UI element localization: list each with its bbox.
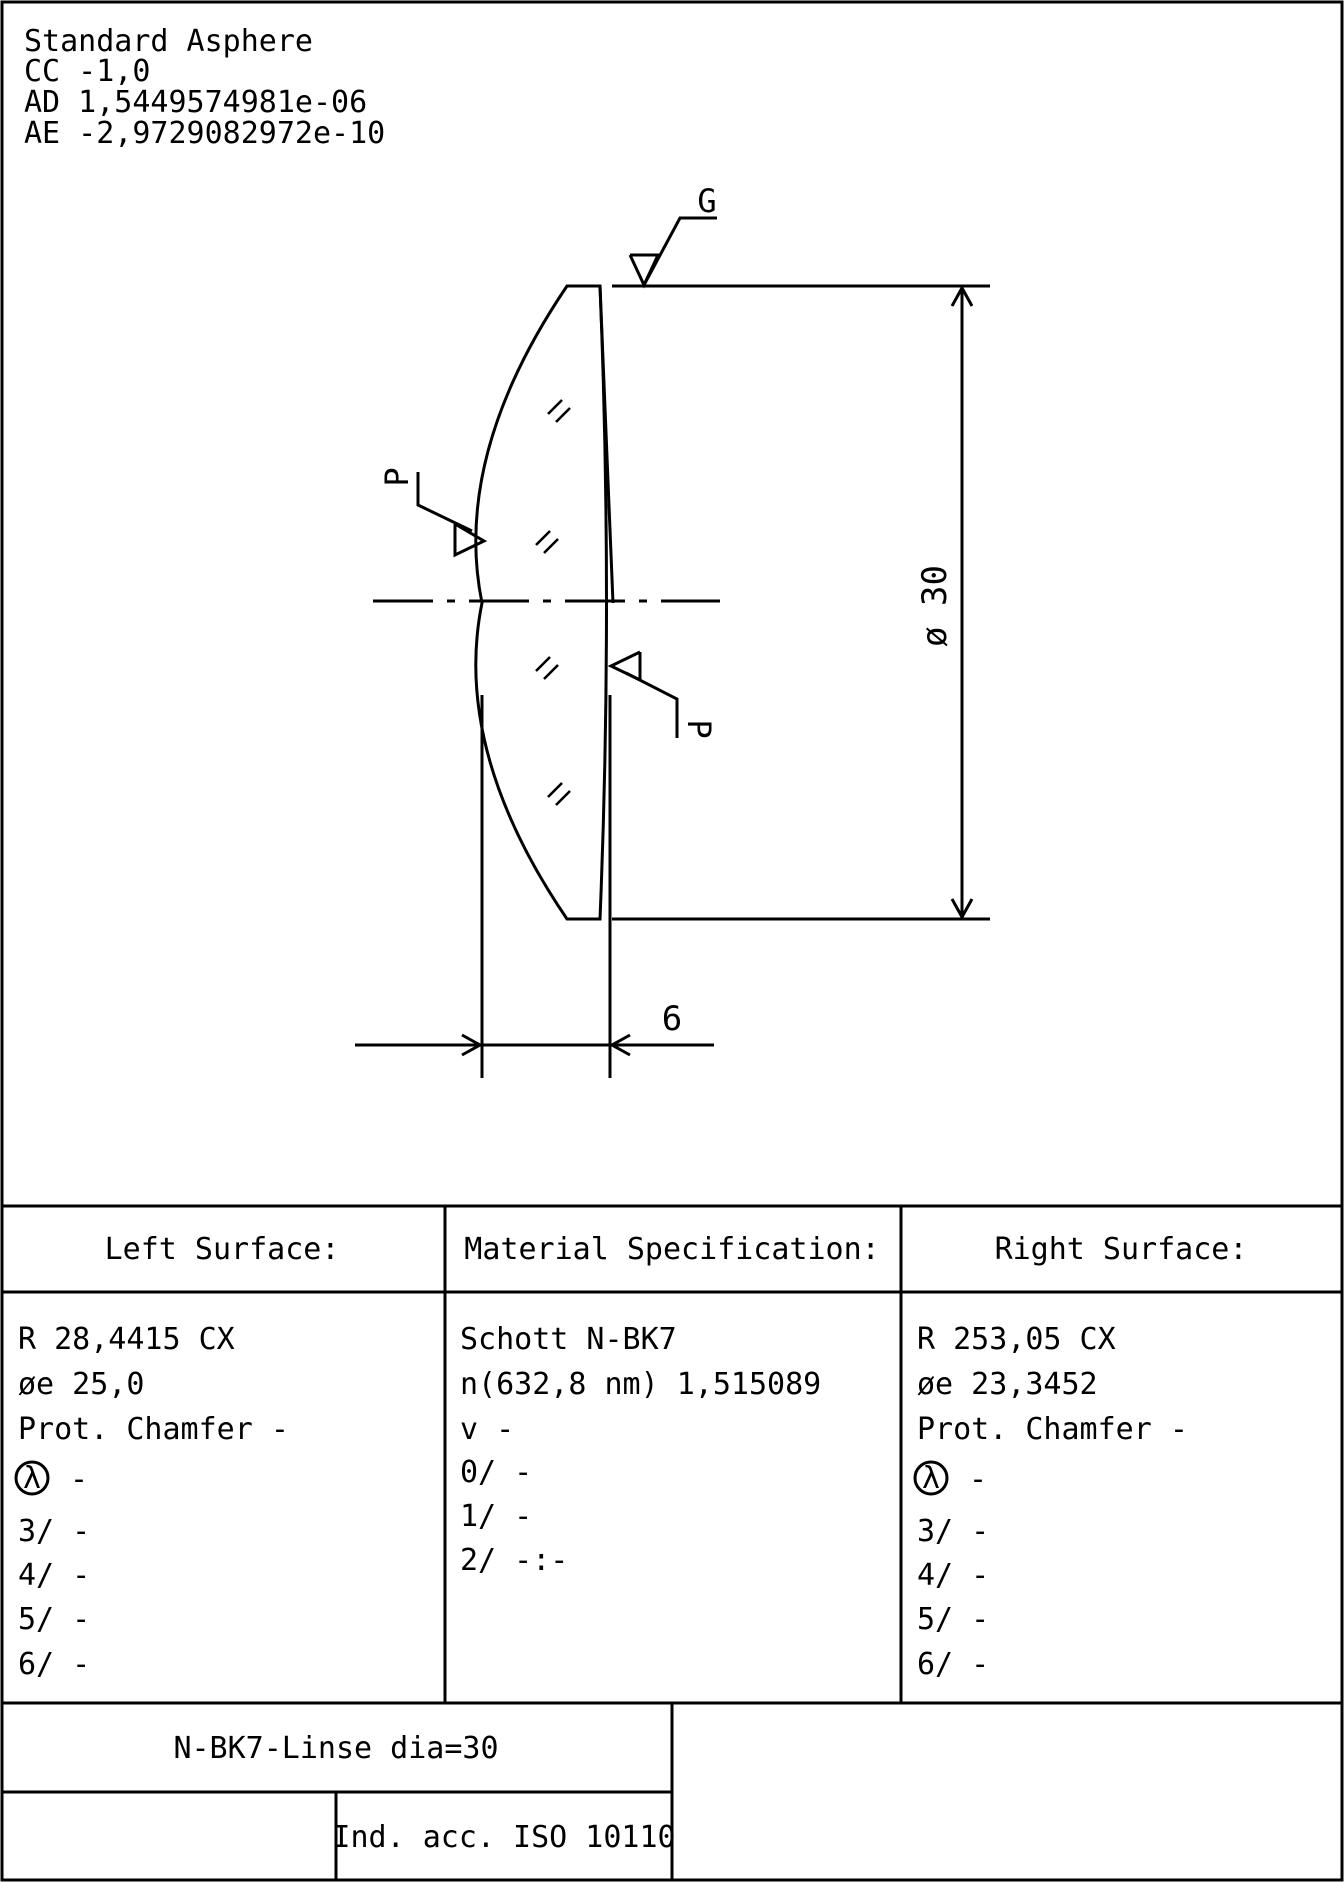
left-lambda-symbol: λ (22, 1461, 42, 1496)
left-clear-diameter: øe 25,0 (18, 1367, 145, 1402)
right-radius: R 253,05 CX (917, 1322, 1116, 1357)
left-surface-column (16, 1322, 289, 1682)
left-prot-chamfer: Prot. Chamfer - (18, 1412, 289, 1447)
right-laser-damage: 6/ - (917, 1647, 990, 1682)
material-name: Schott N-BK7 (460, 1322, 677, 1357)
part-name: N-BK7-Linse dia=30 (173, 1731, 499, 1766)
thickness-label: 6 (661, 999, 683, 1039)
symbol-p-left-label: P (378, 467, 416, 487)
spec-table-grid (2, 1206, 1342, 1703)
iso-standard-note: Ind. acc. ISO 10110 (332, 1820, 676, 1855)
left-radius: R 28,4415 CX (18, 1322, 235, 1357)
left-surface-form-tolerance: 3/ - (18, 1514, 91, 1549)
material-column (460, 1322, 821, 1578)
right-wavelength-value: - (969, 1462, 988, 1497)
symbol-g-label: G (697, 182, 717, 220)
surface-symbol-g (630, 182, 717, 285)
material-abbe-number: v - (460, 1412, 515, 1447)
conic-constant: CC -1,0 (24, 54, 151, 89)
symbol-p-right-label: P (680, 719, 718, 739)
material-refractive-index: n(632,8 nm) 1,515089 (460, 1367, 822, 1402)
right-surface-form-tolerance: 3/ - (917, 1514, 990, 1549)
right-clear-diameter: øe 23,3452 (917, 1367, 1098, 1402)
asphere-coefficient-ae: AE -2,9729082972e-10 (24, 116, 386, 151)
right-surface-imperfection: 5/ - (917, 1602, 990, 1637)
right-surface-heading: Right Surface: (994, 1232, 1248, 1267)
title-block (2, 1703, 676, 1880)
sheet-border (2, 2, 1342, 1880)
material-bubbles-inclusions: 1/ - (460, 1499, 533, 1534)
left-centering-tolerance: 4/ - (18, 1558, 91, 1593)
left-wavelength-value: - (70, 1462, 89, 1497)
right-surface-column (915, 1322, 1188, 1682)
material-homogeneity-striae: 2/ -:- (460, 1543, 569, 1578)
thickness-dimension (355, 695, 714, 1078)
material-spec-heading: Material Specification: (464, 1232, 880, 1267)
left-laser-damage: 6/ - (18, 1647, 91, 1682)
right-prot-chamfer: Prot. Chamfer - (917, 1412, 1188, 1447)
material-stress-birefringence: 0/ - (460, 1455, 533, 1490)
glass-hatch-marks (536, 400, 570, 805)
right-centering-tolerance: 4/ - (917, 1558, 990, 1593)
surface-symbol-p-right (611, 652, 718, 739)
surface-symbol-p-left (378, 467, 484, 555)
left-surface-heading: Left Surface: (104, 1232, 340, 1267)
asphere-coefficient-ad: AD 1,5449574981e-06 (24, 85, 368, 120)
asphere-note (24, 24, 385, 151)
right-lambda-symbol: λ (921, 1461, 941, 1496)
left-surface-imperfection: 5/ - (18, 1602, 91, 1637)
diameter-label: ø 30 (915, 565, 955, 647)
asphere-title: Standard Asphere (24, 24, 313, 59)
